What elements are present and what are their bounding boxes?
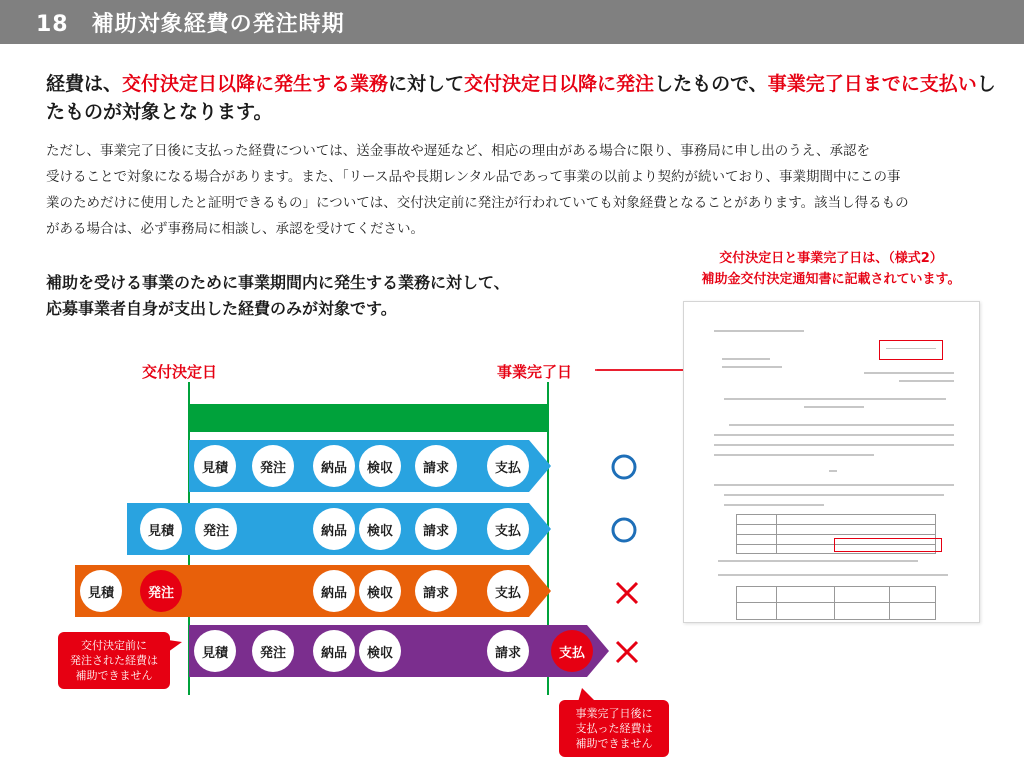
step-estimate: 見積 <box>80 570 122 612</box>
doc-table-rule <box>736 524 936 525</box>
doc-end-date-highlight <box>834 538 942 552</box>
step-invoice: 請求 <box>415 508 457 550</box>
callout-line: 交付決定前に <box>81 639 147 652</box>
doc-text-line <box>714 454 874 456</box>
callout-line: 支払った経費は <box>575 722 653 735</box>
ng-cross-icon <box>612 578 642 608</box>
doc-text-line <box>724 494 944 496</box>
doc-text-line <box>714 484 954 486</box>
doc-text-line <box>804 406 864 408</box>
note-line: 業のためだけに使用したと証明できるもの」については、交付決定前に発注が行われていても対象経費となることがあります。該当し得るもの <box>46 195 909 211</box>
step-inspection: 検収 <box>359 508 401 550</box>
callout-line: 補助できません <box>75 669 153 682</box>
callout-line: 発注された経費は <box>70 654 158 667</box>
step-order-invalid: 発注 <box>140 570 182 612</box>
step-inspection: 検収 <box>359 630 401 672</box>
lead-highlight-1: 交付決定日以降に発生する業務 <box>122 73 389 95</box>
step-inspection: 検収 <box>359 570 401 612</box>
lead-text-4: したものが対象となります。 <box>46 73 996 123</box>
step-delivery: 納品 <box>313 570 355 612</box>
step-invoice: 請求 <box>487 630 529 672</box>
note-line: ただし、事業完了日後に支払った経費については、送金事故や遅延など、相応の理由がある場合に限り、事務局に申し出のうえ、承認を <box>46 143 871 159</box>
ng-cross-icon <box>612 637 642 667</box>
step-payment: 支払 <box>487 570 529 612</box>
doc-text-line <box>722 366 782 368</box>
doc-text-line <box>714 444 954 446</box>
callout-line: 事業完了日後に <box>575 707 653 720</box>
ok-circle-icon <box>609 515 639 545</box>
step-payment-invalid: 支払 <box>551 630 593 672</box>
doc-table-rule <box>736 534 936 535</box>
step-estimate: 見積 <box>140 508 182 550</box>
step-inspection: 検収 <box>359 445 401 487</box>
doc-text-line <box>714 330 804 332</box>
step-payment: 支払 <box>487 508 529 550</box>
lead-text-3: したもので、 <box>654 73 768 95</box>
step-invoice: 請求 <box>415 570 457 612</box>
note-line: 受けることで対象になる場合があります。また、「リース品や長期レンタル品であって事業の以前より契約が続いており、事業期間中にこの事 <box>46 169 901 185</box>
doc-text-line <box>829 470 837 472</box>
doc-text-line <box>864 372 954 374</box>
ok-circle-icon <box>609 452 639 482</box>
doc-table-rule <box>776 514 777 554</box>
step-invoice: 請求 <box>415 445 457 487</box>
doc-date-highlight <box>879 340 943 360</box>
doc-text-line <box>718 574 948 576</box>
doc-text-line <box>886 348 936 349</box>
step-delivery: 納品 <box>313 630 355 672</box>
doc-table-rule <box>889 586 890 620</box>
grant-decision-notice-document <box>683 301 980 623</box>
step-payment: 支払 <box>487 445 529 487</box>
lead-highlight-3: 事業完了日までに支払い <box>767 73 977 95</box>
scope-line-1: 補助を受ける事業のために事業期間内に発生する業務に対して、 <box>46 273 510 292</box>
doc-table-rule <box>834 586 835 620</box>
project-period-bar <box>189 404 548 432</box>
step-delivery: 納品 <box>313 445 355 487</box>
callout-pointer <box>578 688 594 702</box>
lead-highlight-2: 交付決定日以降に発注 <box>464 73 655 95</box>
note-line: がある場合は、必ず事務局に相談し、承認を受けてください。 <box>46 221 424 237</box>
lead-text-2: に対して <box>388 73 465 95</box>
project-end-date-label: 事業完了日 <box>497 363 573 381</box>
doc-table <box>736 586 936 620</box>
doc-text-line <box>722 358 770 360</box>
doc-text-line <box>729 424 954 426</box>
doc-text-line <box>714 434 954 436</box>
doc-table-rule <box>736 602 936 603</box>
grant-decision-date-label: 交付決定日 <box>142 363 218 381</box>
doc-text-line <box>718 560 918 562</box>
step-estimate: 見積 <box>194 630 236 672</box>
step-order: 発注 <box>252 630 294 672</box>
lead-text-1: 経費は、 <box>46 73 123 95</box>
doc-text-line <box>724 504 824 506</box>
document-caption-line-1: 交付決定日と事業完了日は、（様式2） <box>719 251 943 266</box>
step-order: 発注 <box>195 508 237 550</box>
callout-pointer <box>168 640 182 654</box>
document-caption-line-2: 補助金交付決定通知書に記載されています。 <box>701 272 961 287</box>
step-delivery: 納品 <box>313 508 355 550</box>
scope-line-2: 応募事業者自身が支出した経費のみが対象です。 <box>46 299 397 318</box>
doc-table-rule <box>776 586 777 620</box>
doc-text-line <box>899 380 954 382</box>
callout-paid-after-completion <box>559 700 669 757</box>
callout-line: 補助できません <box>575 737 653 750</box>
step-estimate: 見積 <box>194 445 236 487</box>
step-order: 発注 <box>252 445 294 487</box>
page-title: 18 補助対象経費の発注時期 <box>36 12 345 37</box>
doc-text-line <box>724 398 946 400</box>
callout-ordered-before-decision <box>58 632 170 689</box>
